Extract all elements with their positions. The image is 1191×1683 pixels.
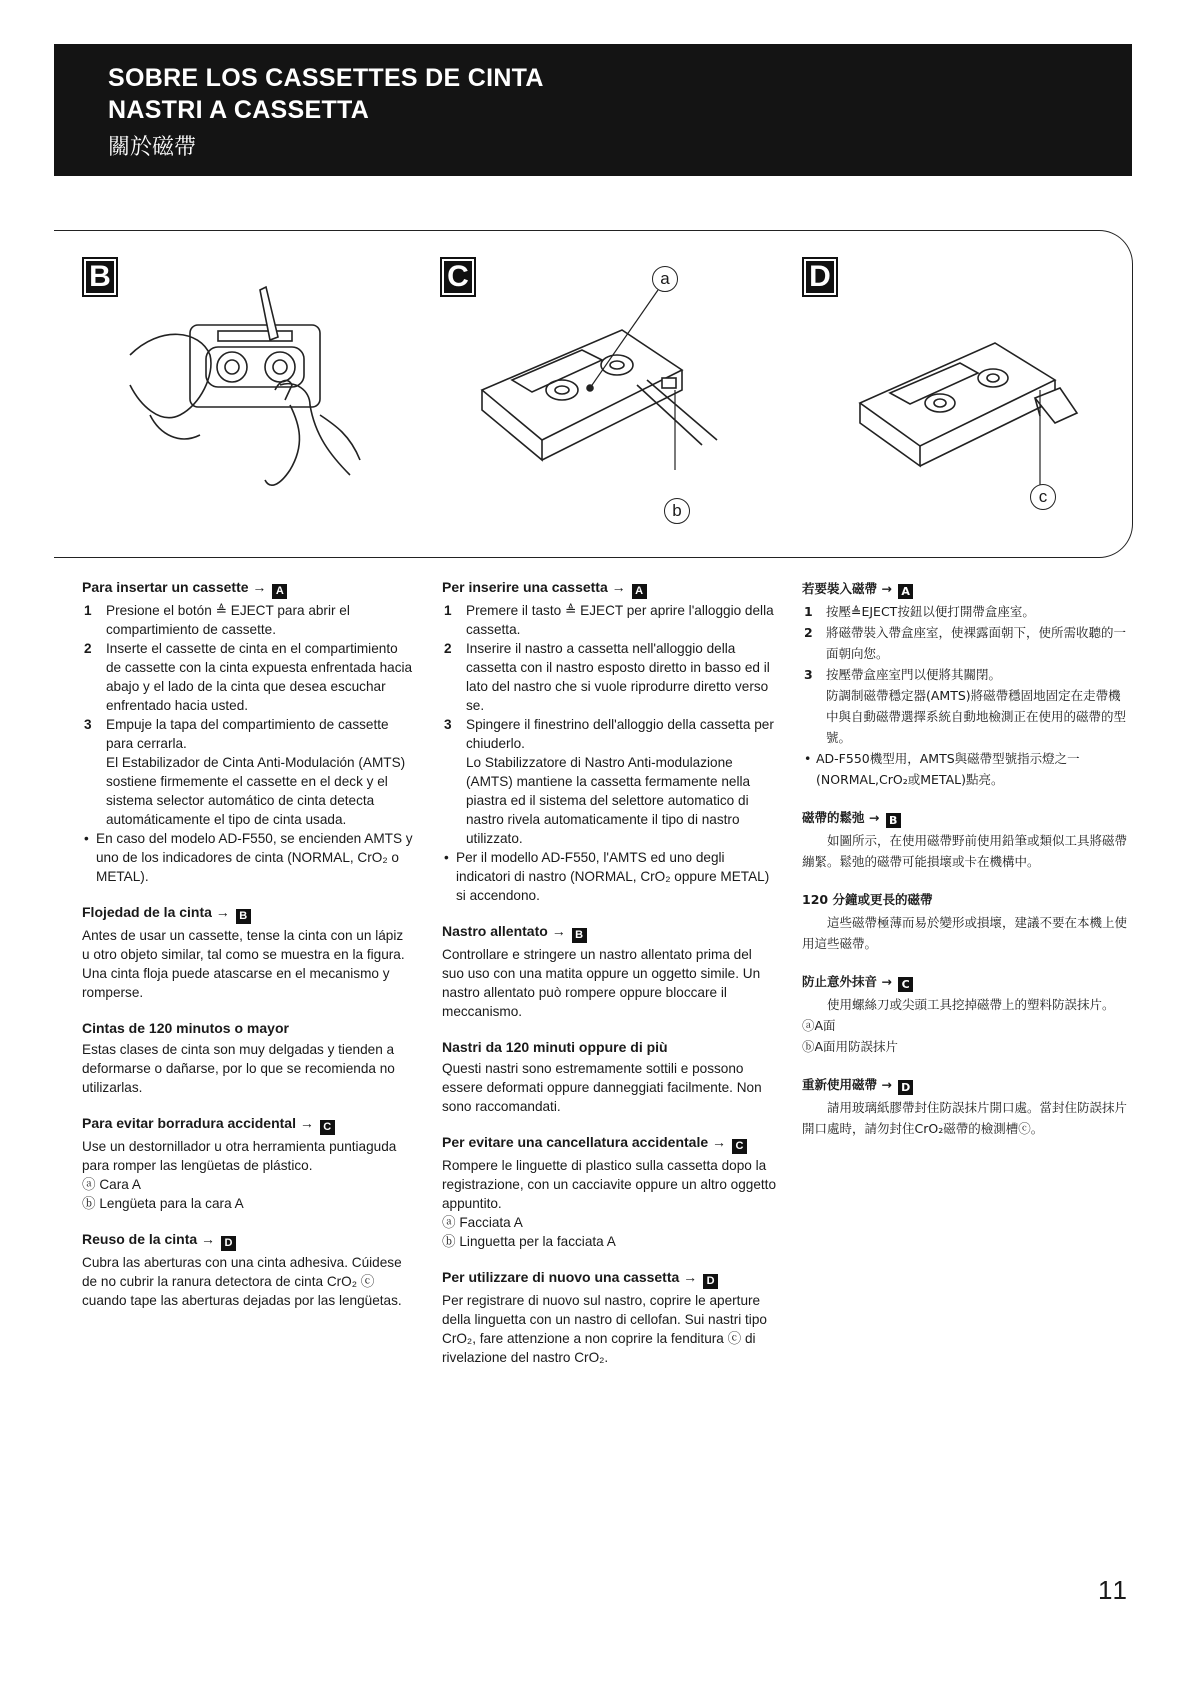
- hand-pencil-illustration: [120, 285, 390, 515]
- zh-slack-text: 如圖所示，在使用磁帶野前使用鉛筆或類似工具將磁帶繃緊。鬆弛的磁帶可能損壞或卡在機構中。: [802, 833, 1128, 869]
- es-erase-a: ⓐ Cara A: [82, 1177, 141, 1192]
- it-erase-a: ⓐ Facciata A: [442, 1215, 523, 1230]
- it-step-2: 2 Inserire il nastro a cassetta nell'alloggio della cassetta con il nastro esposto diretto in basso ed il lato del nastro che si vuole riprodurre diretto verso se.: [444, 641, 770, 713]
- title-spanish: SOBRE LOS CASSETTES DE CINTA: [108, 64, 544, 92]
- it-erase-b: ⓑ Linguetta per la facciata A: [442, 1234, 616, 1249]
- es-step-1: 1 Presione el botón ≜ EJECT para abrir el compartimiento de cassette.: [84, 603, 350, 637]
- title-chinese: 關於磁帶: [108, 135, 197, 160]
- it-model-note: • Per il modello AD-F550, l'AMTS ed uno degli indicatori di nastro (NORMAL, CrO₂ oppure METAL) si accendono.: [442, 848, 776, 905]
- figure-label-c: C: [440, 257, 476, 297]
- es-long-heading: Cintas de 120 minutos o mayor: [82, 1020, 289, 1036]
- es-long-text: Estas clases de cinta son muy delgadas y tienden a deformarse o dañarse, por lo que se recomienda no utilizarlas.: [82, 1042, 395, 1095]
- zh-reuse-heading: 重新使用磁帶 → D: [802, 1074, 1130, 1095]
- spanish-column: [82, 578, 414, 1327]
- zh-insert-heading: 若要裝入磁帶 → A: [802, 578, 1130, 599]
- key-d-icon: D: [703, 1274, 718, 1289]
- callout-c: c: [1030, 484, 1056, 510]
- it-step-1: 1 Premere il tasto ≜ EJECT per aprire l'alloggio della cassetta.: [444, 603, 774, 637]
- es-model-note: • En caso del modelo AD-F550, se encienden AMTS y uno de los indicadores de cinta (NORMAL, CrO₂ o METAL).: [82, 829, 414, 886]
- key-b-icon: B: [572, 928, 587, 943]
- zh-step-note: 防調制磁帶穩定器(AMTS)將磁帶穩固地固定在走帶機中與自動磁帶選擇系統自動地檢測正在使用的磁帶的型號。: [826, 688, 1127, 745]
- section-header: [54, 44, 1132, 176]
- italian-column: [442, 578, 776, 1384]
- key-a-icon: A: [898, 584, 913, 599]
- it-reuse-text: Per registrare di nuovo sul nastro, coprire le aperture della linguetta con un nastro di cellofan. Sui nastri tipo CrO₂, fare attenzione a non coprire la fenditura ⓒ di rivelazione del nastro CrO₂.: [442, 1293, 767, 1365]
- es-step-note: El Estabilizador de Cinta Anti-Modulación (AMTS) sostiene firmemente el cassette en el deck y el sistema selector automático de cinta detecta automáticamente el tipo de cinta usada.: [106, 755, 406, 827]
- it-slack-section: [442, 922, 776, 1021]
- it-reuse-section: [442, 1268, 776, 1367]
- zh-erase-b: ⓑA面用防誤抹片: [802, 1039, 899, 1054]
- key-c-icon: C: [732, 1139, 747, 1154]
- zh-erase-a: ⓐA面: [802, 1018, 836, 1033]
- it-slack-text: Controllare e stringere un nastro allentato prima del suo uso con una matita oppure un oggetto simile. Un nastro allentato può rompere oppure bloccare il meccanismo.: [442, 947, 761, 1019]
- callout-a: a: [652, 266, 678, 292]
- es-insert-section: [82, 578, 414, 886]
- it-erase-section: [442, 1133, 776, 1251]
- page-number: 11: [1098, 1575, 1129, 1605]
- es-slack-heading: Flojedad de la cinta → B: [82, 903, 414, 924]
- zh-model-note: • AD-F550機型用，AMTS與磁帶型號指示燈之一(NORMAL,CrO₂或METAL)點亮。: [802, 748, 1130, 790]
- es-erase-heading: Para evitar borradura accidental → C: [82, 1114, 414, 1135]
- it-insert-heading: Per inserire una cassetta → A: [442, 578, 776, 599]
- es-step-2: 2 Inserte el cassette de cinta en el compartimiento de cassette con la cinta expuesta enfrentada hacia abajo y el lado de la cinta que desea escuchar enfrentado hacia usted.: [84, 641, 413, 713]
- it-long-section: [442, 1038, 776, 1116]
- it-erase-text: Rompere le linguette di plastico sulla cassetta dopo la registrazione, con un cacciavite oppure un altro oggetto appuntito.: [442, 1158, 777, 1211]
- es-reuse-section: [82, 1230, 414, 1310]
- it-erase-heading: Per evitare una cancellatura accidentale → C: [442, 1133, 776, 1154]
- es-erase-b: ⓑ Lengüeta para la cara A: [82, 1196, 244, 1211]
- es-erase-text: Use un destornillador u otra herramienta puntiaguda para romper las lengüetas de plástico.: [82, 1139, 397, 1173]
- zh-slack-section: [802, 807, 1130, 872]
- zh-reuse-text: 請用玻璃紙膠帶封住防誤抹片開口處。當封住防誤抹片開口處時，請勿封住CrO₂磁帶的檢測槽ⓒ。: [802, 1100, 1128, 1136]
- key-a-icon: A: [272, 584, 287, 599]
- zh-long-heading: 120 分鐘或更長的磁帶: [802, 892, 933, 907]
- it-step-3: 3 Spingere il finestrino dell'alloggio della cassetta per chiuderlo.: [444, 717, 774, 751]
- callout-b: b: [664, 498, 690, 524]
- zh-erase-section: [802, 971, 1130, 1057]
- it-long-heading: Nastri da 120 minuti oppure di più: [442, 1039, 668, 1055]
- it-slack-heading: Nastro allentato → B: [442, 922, 776, 943]
- zh-long-text: 這些磁帶極薄而易於變形或損壞，建議不要在本機上使用這些磁帶。: [802, 915, 1128, 951]
- es-reuse-heading: Reuso de la cinta → D: [82, 1230, 414, 1251]
- key-d-icon: D: [898, 1080, 913, 1095]
- zh-erase-text: 使用螺絲刀或尖頭工具挖掉磁帶上的塑料防誤抹片。: [827, 997, 1115, 1012]
- es-reuse-text: Cubra las aberturas con una cinta adhesiva. Cúidese de no cubrir la ranura detectora de cinta CrO₂ ⓒ cuando tape las aberturas dejadas por las lengüetas.: [82, 1255, 402, 1308]
- zh-slack-heading: 磁帶的鬆弛 → B: [802, 807, 1130, 828]
- it-insert-section: [442, 578, 776, 905]
- zh-step-1: 1 按壓≜EJECT按鈕以便打開帶盒座室。: [804, 604, 1035, 619]
- key-b-icon: B: [236, 909, 251, 924]
- es-step-3: 3 Empuje la tapa del compartimiento de cassette para cerrarla.: [84, 717, 389, 751]
- zh-erase-heading: 防止意外抹音 → C: [802, 971, 1130, 992]
- callout-lines-c: [570, 270, 690, 500]
- figure-label-b: B: [82, 257, 118, 297]
- zh-insert-section: [802, 578, 1130, 790]
- es-slack-text: Antes de usar un cassette, tense la cinta con un lápiz u otro objeto similar, tal como se muestra en la figura. Una cinta floja puede atascarse en el mecanismo y romperse.: [82, 928, 405, 1000]
- key-c-icon: C: [898, 977, 913, 992]
- key-d-icon: D: [221, 1236, 236, 1251]
- figure-label-d: D: [802, 257, 838, 297]
- key-b-icon: B: [886, 813, 901, 828]
- zh-reuse-section: [802, 1074, 1130, 1139]
- es-slack-section: [82, 903, 414, 1002]
- it-reuse-heading: Per utilizzare di nuovo una cassetta → D: [442, 1268, 776, 1289]
- zh-long-section: [802, 889, 1130, 954]
- es-erase-section: [82, 1114, 414, 1213]
- es-long-section: [82, 1019, 414, 1097]
- zh-step-3: 3 按壓帶盒座室門以便將其關閉。: [804, 667, 1002, 682]
- es-insert-heading: Para insertar un cassette → A: [82, 578, 414, 599]
- zh-step-2: 2 將磁帶裝入帶盒座室，使裸露面朝下，使所需收聽的一面朝向您。: [804, 625, 1127, 661]
- chinese-column: [802, 578, 1130, 1156]
- key-c-icon: C: [320, 1120, 335, 1135]
- it-long-text: Questi nastri sono estremamente sottili e possono essere deformati oppure danneggiati facilmente. Non sono raccomandati.: [442, 1061, 762, 1114]
- it-step-note: Lo Stabilizzatore di Nastro Anti-modulazione (AMTS) mantiene la cassetta fermamente nella piastra ed il sistema del selettore automatico di nastro rivela automaticamente il tipo di nastro utilizzato.: [466, 755, 751, 846]
- title-italian: NASTRI A CASSETTA: [108, 96, 370, 124]
- key-a-icon: A: [632, 584, 647, 599]
